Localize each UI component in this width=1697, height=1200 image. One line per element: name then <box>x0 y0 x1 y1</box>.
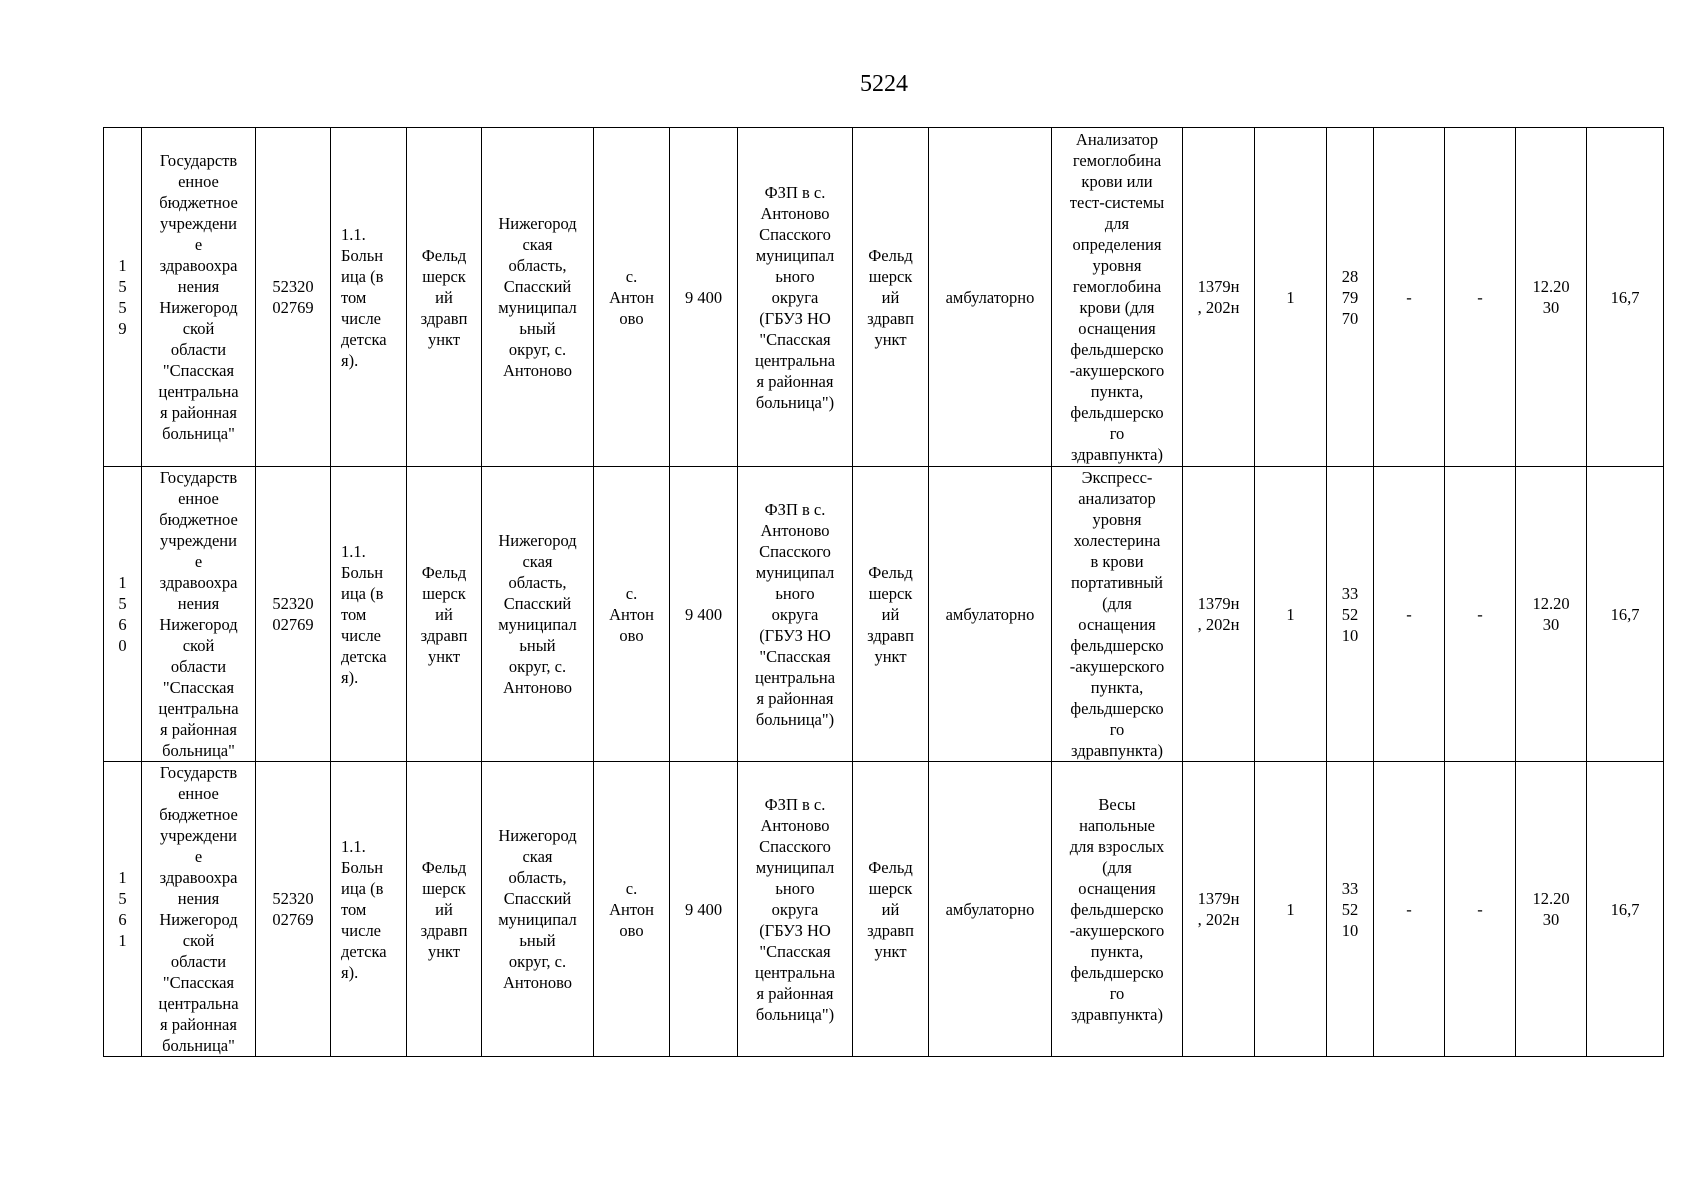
cell-quantity: 1 <box>1255 762 1327 1057</box>
cell-facility-kind: Фельд шерск ий здравп ункт <box>407 467 482 762</box>
cell-facility-kind: Фельд шерск ий здравп ункт <box>407 762 482 1057</box>
cell-quantity: 1 <box>1255 467 1327 762</box>
cell-empty-1: - <box>1374 128 1445 467</box>
cell-settlement: с. Антон ово <box>594 128 670 467</box>
cell-unit-kind: Фельд шерск ий здравп ункт <box>853 128 929 467</box>
table-row <box>104 762 1664 1057</box>
cell-population: 9 400 <box>670 762 738 1057</box>
table-row <box>104 128 1664 467</box>
cell-unit: ФЗП в с. Антоново Спасского муниципал ьного округа (ГБУЗ НО "Спасская центральна я районная больница") <box>738 128 853 467</box>
cell-population: 9 400 <box>670 128 738 467</box>
cell-order: 1379н , 202н <box>1183 467 1255 762</box>
cell-organization: Государств енное бюджетное учреждени е здравоохра нения Нижегород ской области "Спасская центральна я районная больница" <box>142 128 256 467</box>
cell-care-form: амбулаторно <box>929 467 1052 762</box>
page-number: 5224 <box>860 71 908 97</box>
cell-price: 28 79 70 <box>1327 128 1374 467</box>
equipment-register-table <box>103 127 1664 1057</box>
cell-empty-2: - <box>1445 128 1516 467</box>
cell-region: Нижегород ская область, Спасский муниципал ьный округ, с. Антоново <box>482 467 594 762</box>
cell-region: Нижегород ская область, Спасский муниципал ьный округ, с. Антоново <box>482 128 594 467</box>
cell-care-form: амбулаторно <box>929 762 1052 1057</box>
cell-settlement: с. Антон ово <box>594 467 670 762</box>
cell-percent: 16,7 <box>1587 467 1664 762</box>
cell-date: 12.20 30 <box>1516 128 1587 467</box>
cell-settlement: с. Антон ово <box>594 762 670 1057</box>
cell-unit-kind: Фельд шерск ий здравп ункт <box>853 467 929 762</box>
cell-price: 33 52 10 <box>1327 467 1374 762</box>
cell-row-number: 1 5 6 1 <box>104 762 142 1057</box>
cell-org-type: 1.1. Больн ица (в том числе детска я). <box>331 467 407 762</box>
cell-care-form: амбулаторно <box>929 128 1052 467</box>
cell-org-type: 1.1. Больн ица (в том числе детска я). <box>331 128 407 467</box>
cell-organization: Государств енное бюджетное учреждени е здравоохра нения Нижегород ской области "Спасская центральна я районная больница" <box>142 467 256 762</box>
cell-org-code: 52320 02769 <box>256 762 331 1057</box>
cell-equipment: Анализатор гемоглобина крови или тест-системы для определения уровня гемоглобина крови (для оснащения фельдшерско -акушерского пункта, фельдшерско го здравпункта) <box>1052 128 1183 467</box>
cell-price: 33 52 10 <box>1327 762 1374 1057</box>
cell-population: 9 400 <box>670 467 738 762</box>
cell-equipment: Экспресс- анализатор уровня холестерина в крови портативный (для оснащения фельдшерско -акушерского пункта, фельдшерско го здравпункта) <box>1052 467 1183 762</box>
cell-unit-kind: Фельд шерск ий здравп ункт <box>853 762 929 1057</box>
cell-unit: ФЗП в с. Антоново Спасского муниципал ьного округа (ГБУЗ НО "Спасская центральна я районная больница") <box>738 467 853 762</box>
cell-row-number: 1 5 5 9 <box>104 128 142 467</box>
cell-organization: Государств енное бюджетное учреждени е здравоохра нения Нижегород ской области "Спасская центральна я районная больница" <box>142 762 256 1057</box>
cell-order: 1379н , 202н <box>1183 128 1255 467</box>
cell-empty-2: - <box>1445 762 1516 1057</box>
cell-order: 1379н , 202н <box>1183 762 1255 1057</box>
cell-date: 12.20 30 <box>1516 762 1587 1057</box>
cell-empty-2: - <box>1445 467 1516 762</box>
cell-empty-1: - <box>1374 467 1445 762</box>
cell-facility-kind: Фельд шерск ий здравп ункт <box>407 128 482 467</box>
cell-org-code: 52320 02769 <box>256 128 331 467</box>
cell-org-code: 52320 02769 <box>256 467 331 762</box>
cell-org-type: 1.1. Больн ица (в том числе детска я). <box>331 762 407 1057</box>
cell-percent: 16,7 <box>1587 128 1664 467</box>
cell-row-number: 1 5 6 0 <box>104 467 142 762</box>
cell-region: Нижегород ская область, Спасский муниципал ьный округ, с. Антоново <box>482 762 594 1057</box>
table-row <box>104 467 1664 762</box>
cell-date: 12.20 30 <box>1516 467 1587 762</box>
cell-quantity: 1 <box>1255 128 1327 467</box>
cell-equipment: Весы напольные для взрослых (для оснащения фельдшерско -акушерского пункта, фельдшерско го здравпункта) <box>1052 762 1183 1057</box>
cell-empty-1: - <box>1374 762 1445 1057</box>
cell-percent: 16,7 <box>1587 762 1664 1057</box>
cell-unit: ФЗП в с. Антоново Спасского муниципал ьного округа (ГБУЗ НО "Спасская центральна я районная больница") <box>738 762 853 1057</box>
